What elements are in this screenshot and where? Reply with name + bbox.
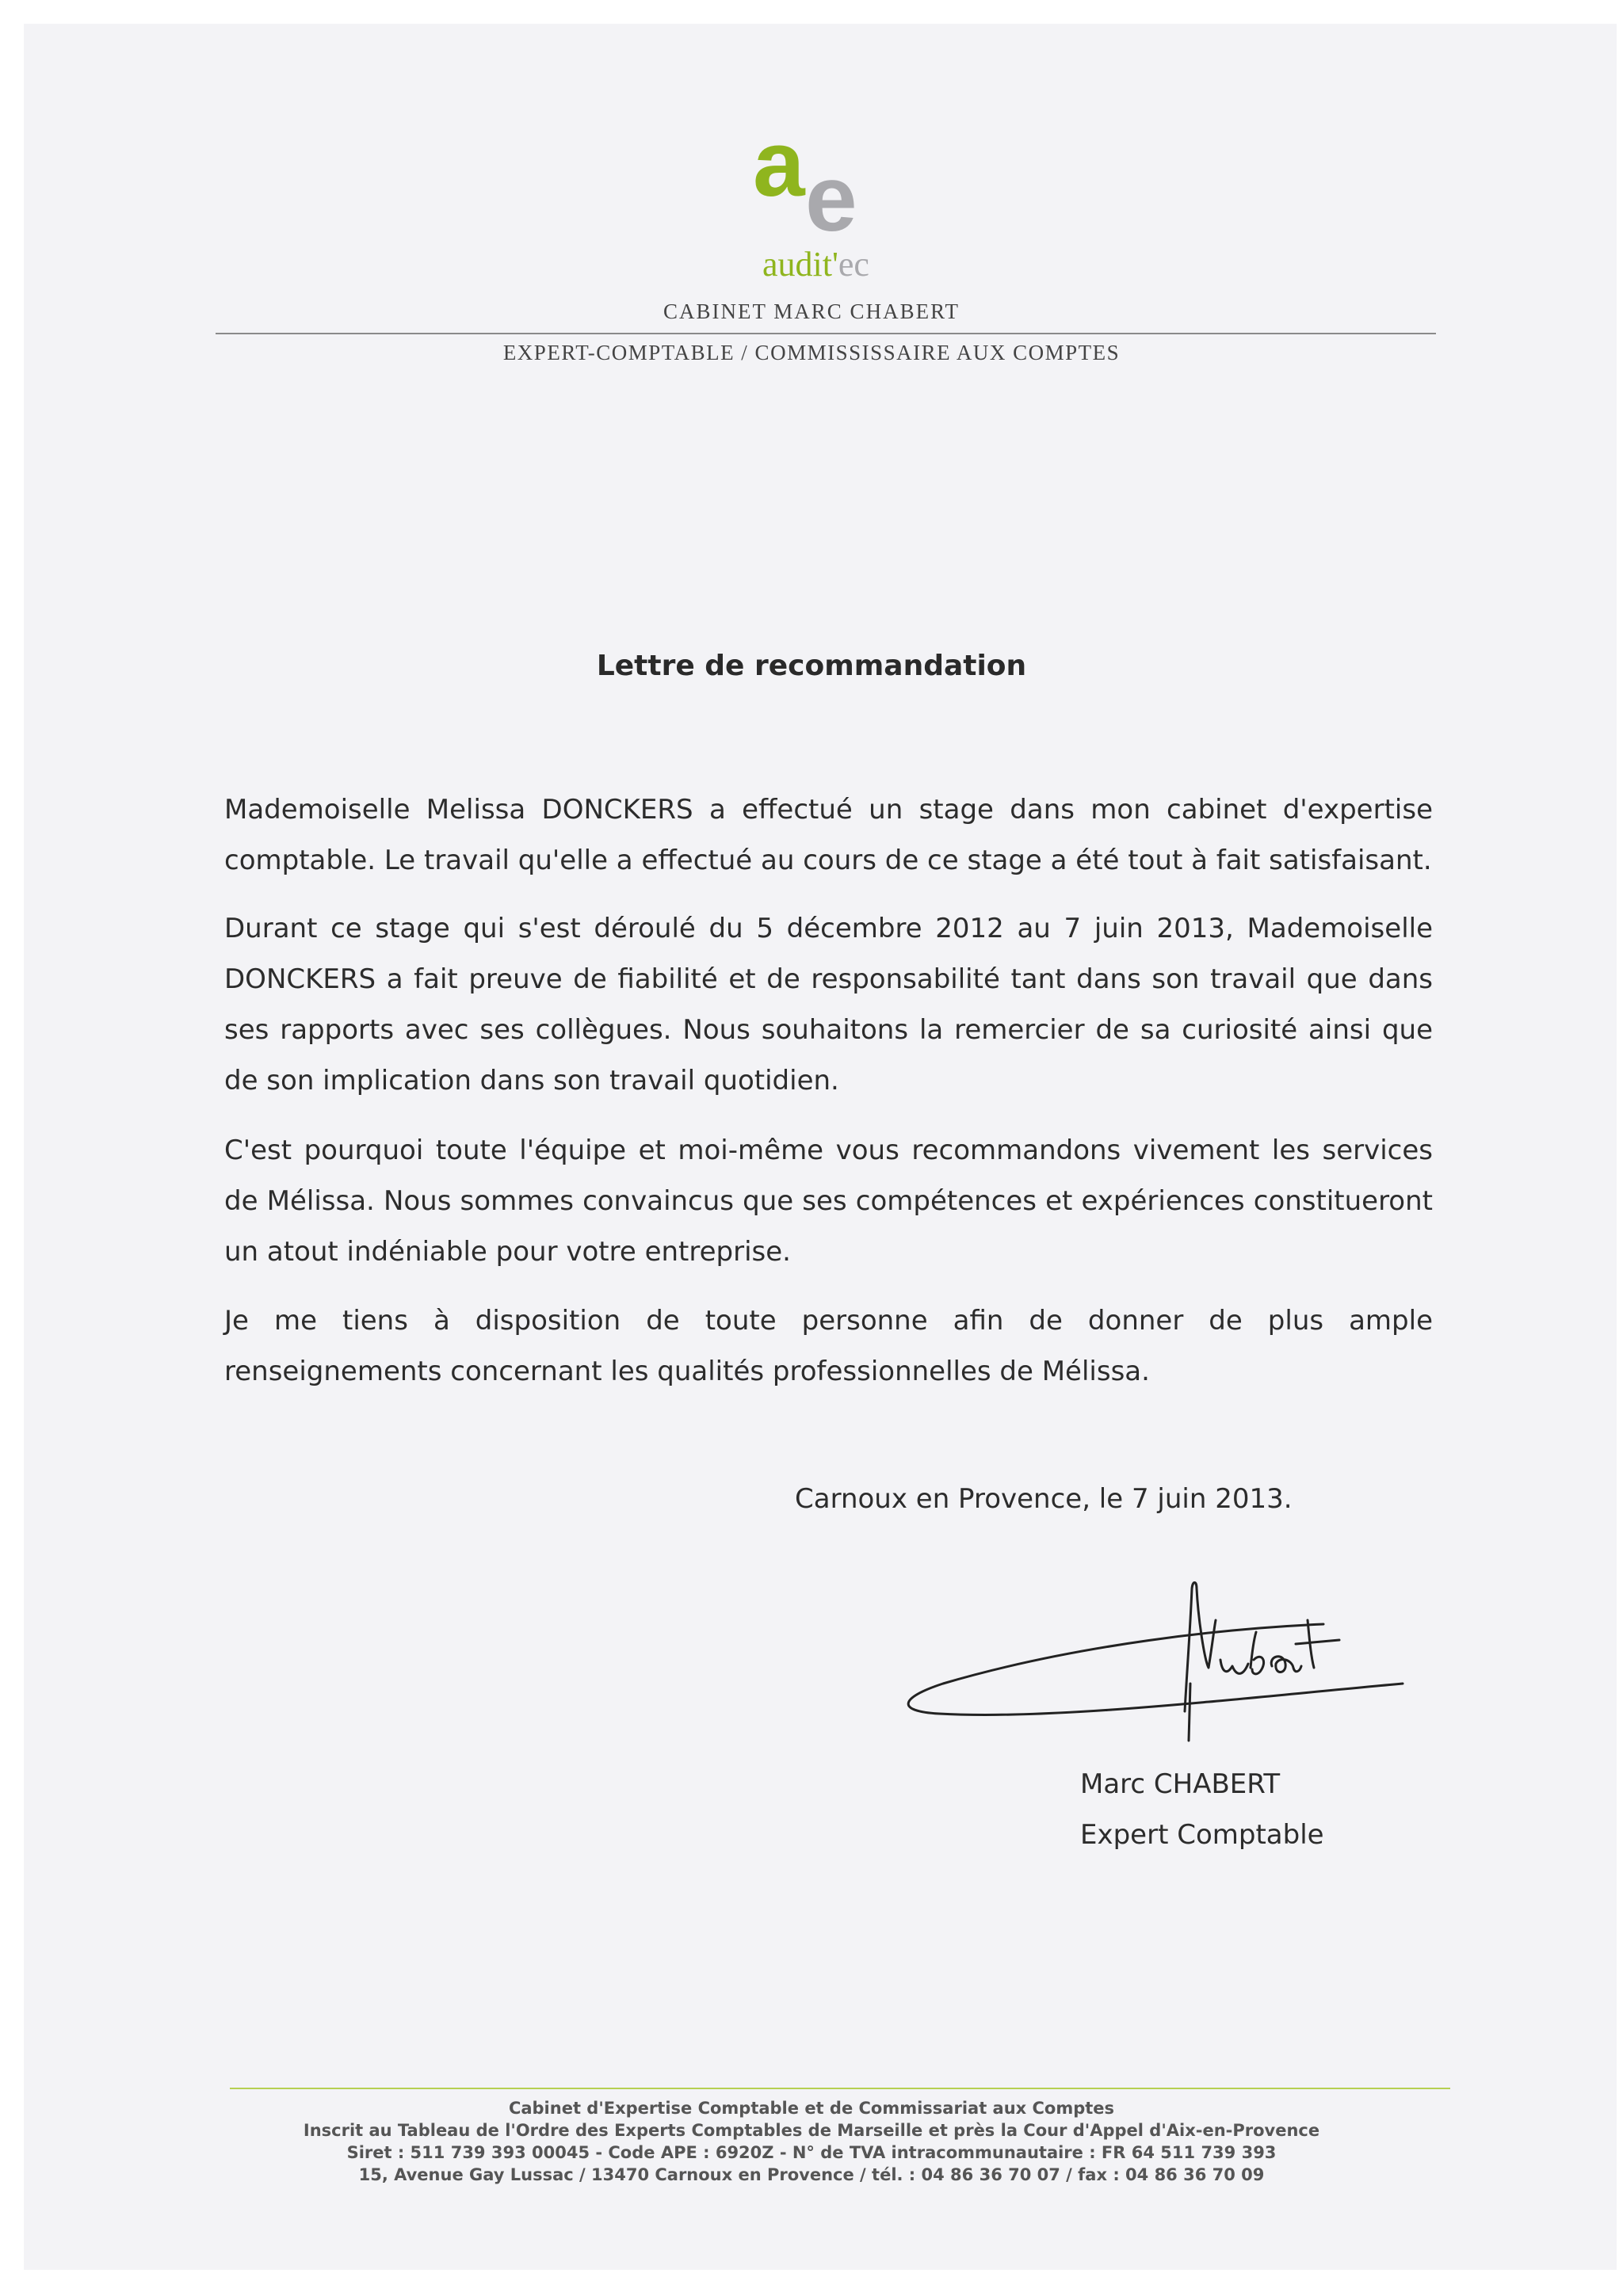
logo-wordmark: audit'ec xyxy=(762,245,869,284)
body-paragraph-3: C'est pourquoi toute l'équipe et moi-même vous recommandons vivement les services de Mélissa. Nous sommes convaincus que ses compétences et expériences constitueront un atout indéniable pour votre entreprise. xyxy=(224,1135,1433,1268)
place-date: Carnoux en Provence, le 7 juin 2013. xyxy=(795,1483,1293,1515)
body-paragraph-4: Je me tiens à disposition de toute personne afin de donner de plus ample renseignements concernant les qualités professionnelles de Mélissa. xyxy=(224,1305,1433,1387)
letter-title: Lettre de recommandation xyxy=(596,650,1027,682)
header-divider xyxy=(216,333,1436,334)
signatory-name: Marc CHABERT xyxy=(1080,1768,1281,1800)
firm-subtitle: EXPERT-COMPTABLE / COMMISSISSAIRE AUX COMPTES xyxy=(502,341,1121,364)
handwritten-signature xyxy=(896,1573,1426,1755)
audit-ec-logo xyxy=(753,112,943,288)
footer-line-1: Cabinet d'Expertise Comptable et de Commissariat aux Comptes xyxy=(508,2099,1115,2118)
footer-line-2: Inscrit au Tableau de l'Ordre des Experts Comptables de Marseille et près la Cour d'Appel d'Aix-en-Provence xyxy=(303,2121,1320,2140)
footer-line-4: 15, Avenue Gay Lussac / 13470 Carnoux en Provence / tél. : 04 86 36 70 07 / fax : 04 86 36 70 09 xyxy=(358,2165,1265,2184)
footer-line-3: Siret : 511 739 393 00045 - Code APE : 6920Z - N° de TVA intracommunautaire : FR 64 511 739 393 xyxy=(346,2143,1277,2162)
body-paragraph-1: Mademoiselle Melissa DONCKERS a effectué un stage dans mon cabinet d'expertise comptable. Le travail qu'elle a effectué au cours de ce stage a été tout à fait satisfaisant. xyxy=(224,794,1433,876)
footer-divider xyxy=(230,2088,1450,2089)
logo-letter-a: a xyxy=(753,112,805,216)
firm-name: CABINET MARC CHABERT xyxy=(663,299,960,323)
logo-letter-e: e xyxy=(805,147,857,251)
body-paragraph-2: Durant ce stage qui s'est déroulé du 5 décembre 2012 au 7 juin 2013, Mademoiselle DONCKERS a fait preuve de fiabilité et de responsabilité tant dans son travail que dans ses rapports avec ses collègues. Nous souhaitons la remercier de sa curiosité ainsi que de son implication dans son travail quotidien. xyxy=(224,913,1433,1097)
letterhead-footer xyxy=(0,2097,1623,2186)
signatory-title: Expert Comptable xyxy=(1080,1819,1324,1851)
